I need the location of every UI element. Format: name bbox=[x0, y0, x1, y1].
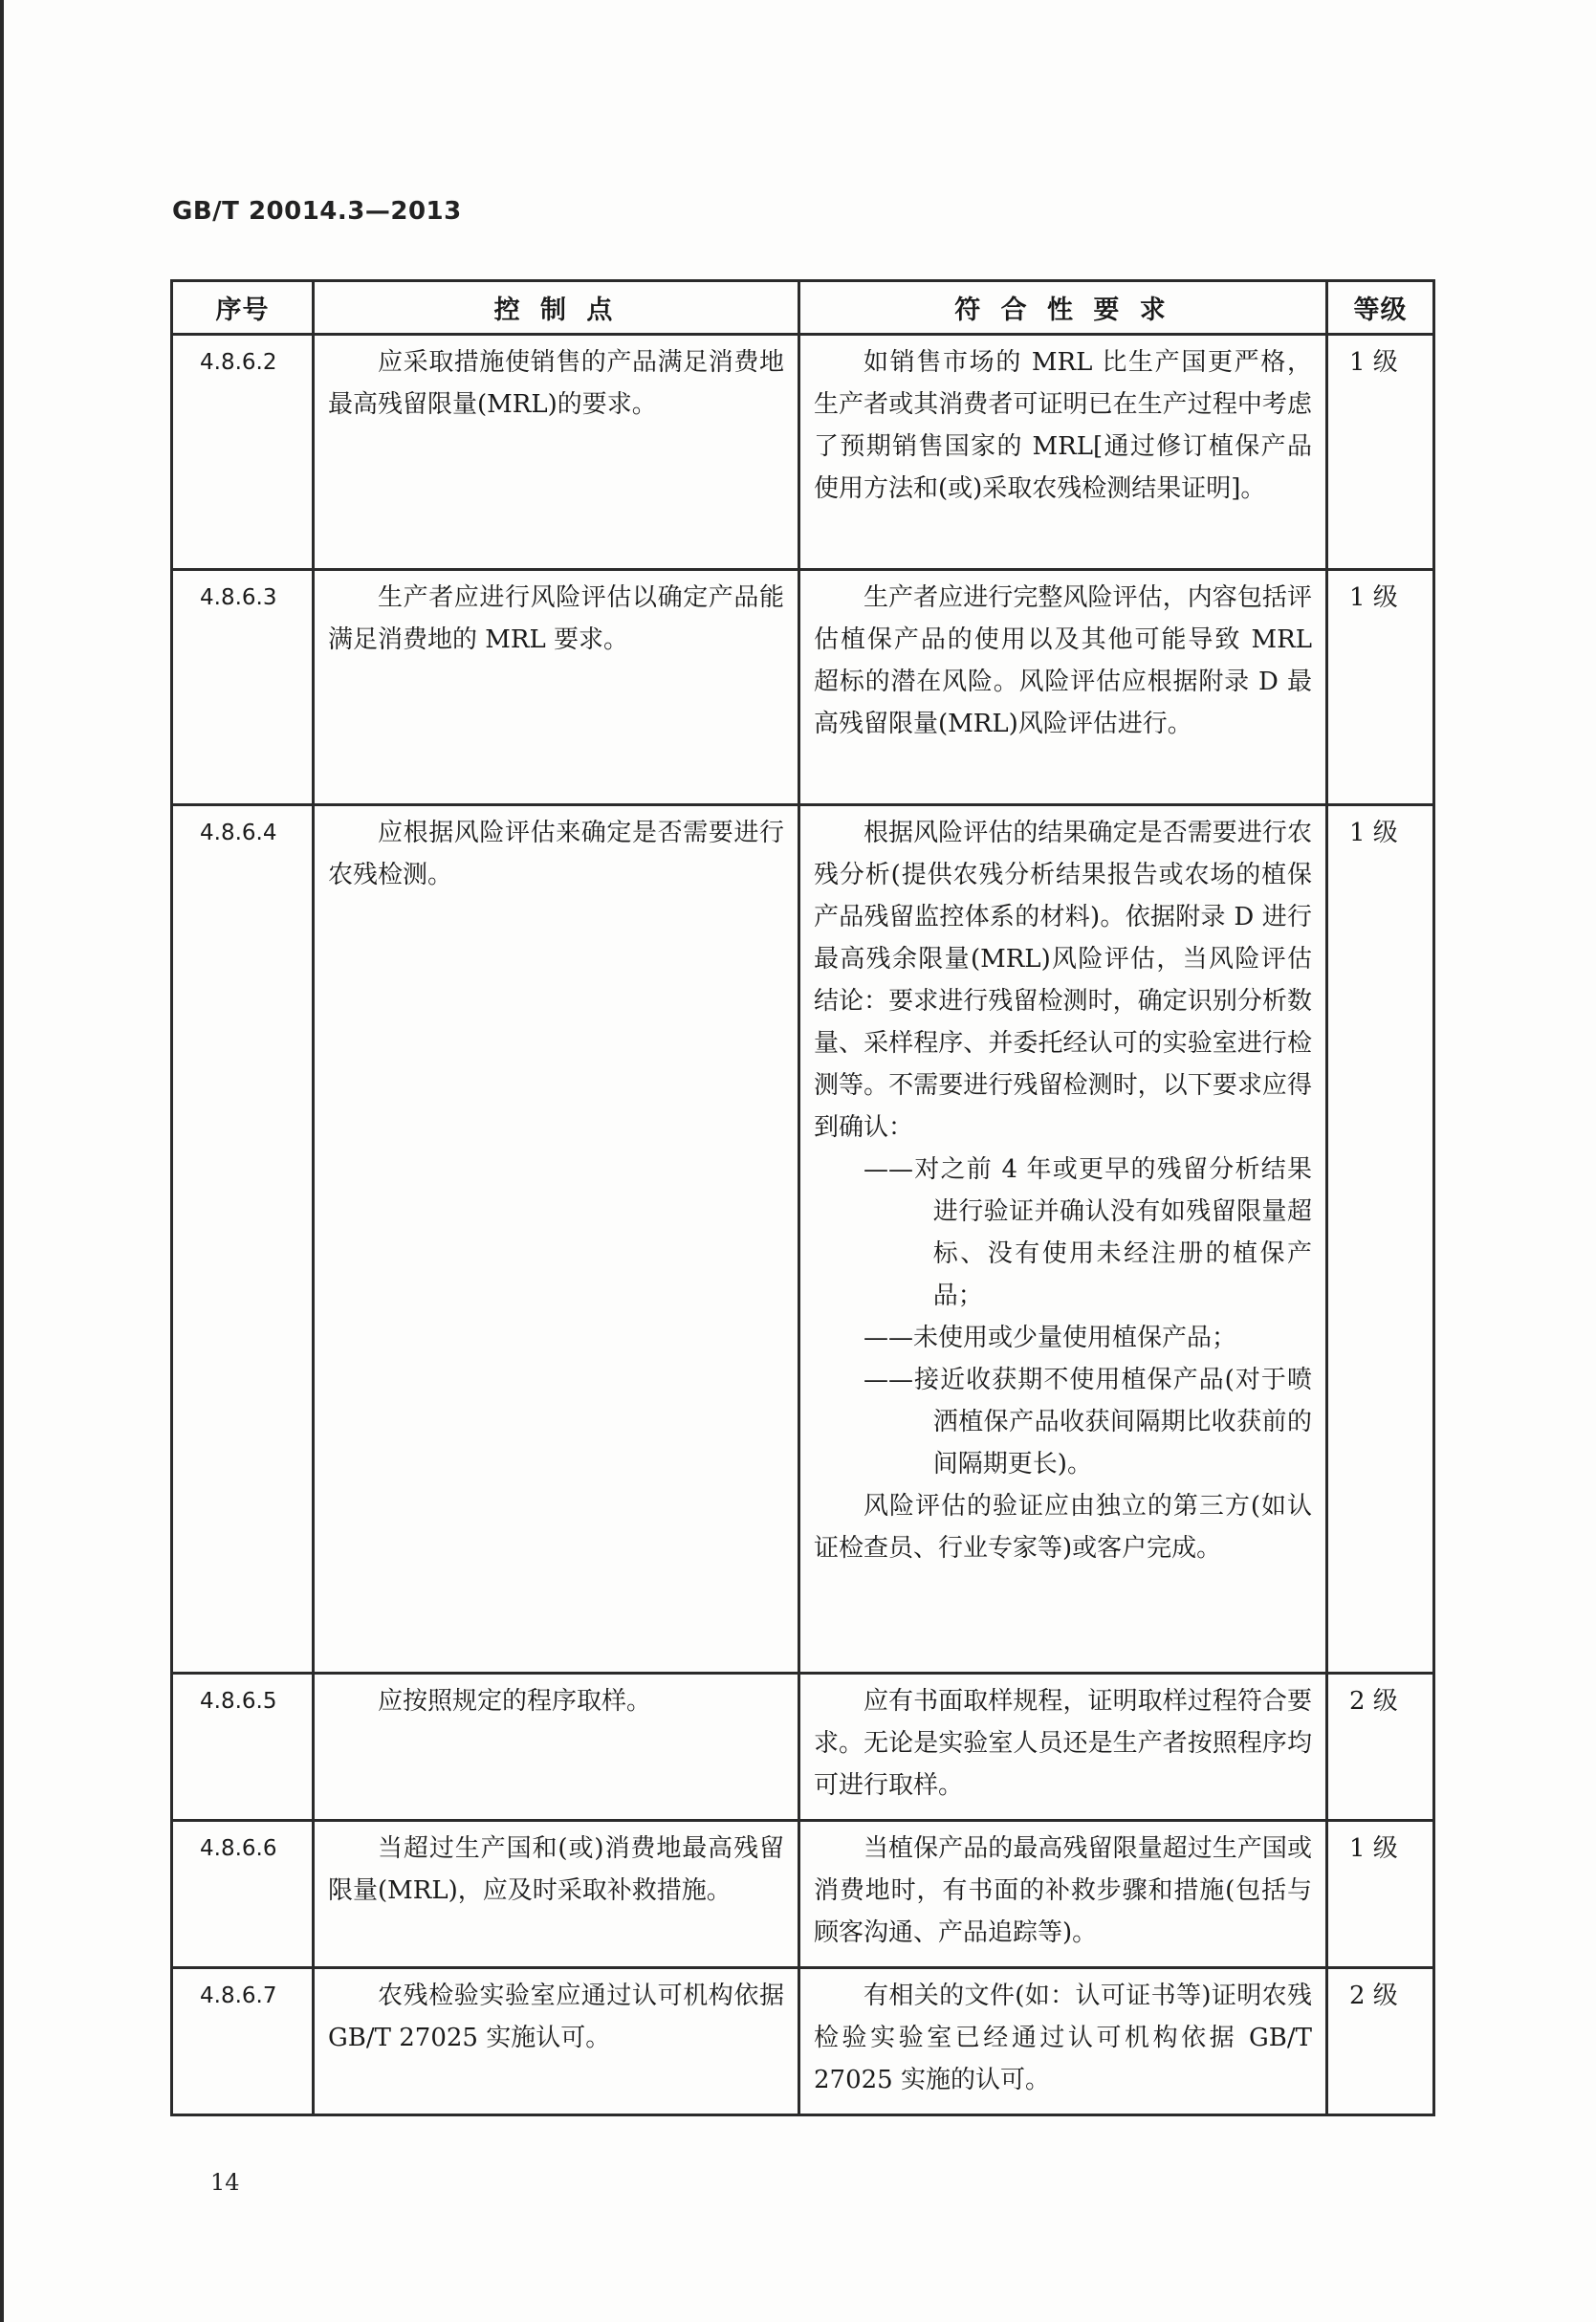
requirement-dash-item: ——接近收获期不使用植保产品(对于喷洒植保产品收获间隔期比收获前的间隔期更长)。 bbox=[864, 1366, 1312, 1479]
page-number: 14 bbox=[210, 2169, 240, 2196]
level-cell: 1 级 bbox=[1327, 1821, 1434, 1968]
requirement-dash-item: ——对之前 4 年或更早的残留分析结果进行验证并确认没有如残留限量超标、没有使用未经注册的植保产品； bbox=[864, 1155, 1312, 1310]
requirement-paragraph: 根据风险评估的结果确定是否需要进行农残分析(提供农残分析结果报告或农场的植保产品残留监控体系的材料)。依据附录 D 进行最高残余限量(MRL)风险评估，当风险评估结论：要求进行残留检测时，确定识别分析数量、采样程序、并委托经认可的实验室进行检测等。不需要进行残留检测时，以下要求应得到确认： bbox=[814, 819, 1312, 1142]
requirement-paragraph: 有相关的文件(如：认可证书等)证明农残检验实验室已经通过认可机构依据 GB/T 27025 实施的认可。 bbox=[814, 1982, 1312, 2094]
requirement-cell bbox=[799, 1968, 1327, 2115]
document-id: GB/T 20014.3—2013 bbox=[172, 197, 462, 226]
control-point-cell bbox=[314, 1674, 799, 1821]
row-number: 4.8.6.3 bbox=[172, 570, 314, 805]
control-point-text: 应根据风险评估来确定是否需要进行农残检测。 bbox=[328, 819, 784, 889]
table-header-row bbox=[172, 281, 1434, 335]
table-row bbox=[172, 805, 1434, 1674]
table-row bbox=[172, 1968, 1434, 2115]
level-cell: 2 级 bbox=[1327, 1968, 1434, 2115]
table-row bbox=[172, 570, 1434, 805]
column-header-level: 等级 bbox=[1327, 281, 1434, 335]
row-number: 4.8.6.4 bbox=[172, 805, 314, 1674]
requirement-cell bbox=[799, 805, 1327, 1674]
requirement-cell bbox=[799, 335, 1327, 570]
control-point-cell bbox=[314, 1968, 799, 2115]
column-header-control-point: 控 制 点 bbox=[314, 281, 799, 335]
row-number: 4.8.6.6 bbox=[172, 1821, 314, 1968]
requirement-paragraph: 风险评估的验证应由独立的第三方(如认证检查员、行业专家等)或客户完成。 bbox=[814, 1492, 1312, 1563]
table-row bbox=[172, 335, 1434, 570]
table-row bbox=[172, 1674, 1434, 1821]
requirement-cell bbox=[799, 570, 1327, 805]
requirement-paragraph: 如销售市场的 MRL 比生产国更严格，生产者或其消费者可证明已在生产过程中考虑了预期销售国家的 MRL[通过修订植保产品使用方法和(或)采取农残检测结果证明]。 bbox=[814, 348, 1312, 503]
level-cell: 1 级 bbox=[1327, 335, 1434, 570]
control-point-text: 当超过生产国和(或)消费地最高残留限量(MRL)，应及时采取补救措施。 bbox=[328, 1834, 784, 1905]
control-point-cell bbox=[314, 805, 799, 1674]
table-body bbox=[172, 335, 1434, 2115]
row-number: 4.8.6.2 bbox=[172, 335, 314, 570]
row-number: 4.8.6.7 bbox=[172, 1968, 314, 2115]
column-header-number: 序号 bbox=[172, 281, 314, 335]
column-header-requirement: 符 合 性 要 求 bbox=[799, 281, 1327, 335]
requirement-paragraph: 应有书面取样规程，证明取样过程符合要求。无论是实验室人员还是生产者按照程序均可进行取样。 bbox=[814, 1687, 1312, 1800]
control-point-cell bbox=[314, 335, 799, 570]
requirement-cell bbox=[799, 1674, 1327, 1821]
level-cell: 1 级 bbox=[1327, 805, 1434, 1674]
requirement-paragraph: 生产者应进行完整风险评估，内容包括评估植保产品的使用以及其他可能导致 MRL 超标的潜在风险。风险评估应根据附录 D 最高残留限量(MRL)风险评估进行。 bbox=[814, 583, 1312, 738]
requirement-dash-item: ——未使用或少量使用植保产品； bbox=[864, 1324, 1237, 1352]
control-point-table bbox=[170, 279, 1435, 2116]
level-cell: 1 级 bbox=[1327, 570, 1434, 805]
requirement-cell bbox=[799, 1821, 1327, 1968]
control-point-cell bbox=[314, 570, 799, 805]
level-cell: 2 级 bbox=[1327, 1674, 1434, 1821]
table-row bbox=[172, 1821, 1434, 1968]
control-point-cell bbox=[314, 1821, 799, 1968]
control-point-text: 应采取措施使销售的产品满足消费地最高残留限量(MRL)的要求。 bbox=[328, 348, 784, 419]
control-point-text: 农残检验实验室应通过认可机构依据 GB/T 27025 实施认可。 bbox=[328, 1982, 784, 2052]
row-number: 4.8.6.5 bbox=[172, 1674, 314, 1821]
control-point-text: 应按照规定的程序取样。 bbox=[378, 1687, 652, 1716]
control-point-text: 生产者应进行风险评估以确定产品能满足消费地的 MRL 要求。 bbox=[328, 583, 784, 654]
requirement-paragraph: 当植保产品的最高残留限量超过生产国或消费地时，有书面的补救步骤和措施(包括与顾客沟通、产品追踪等)。 bbox=[814, 1834, 1312, 1947]
scan-edge bbox=[0, 0, 4, 2322]
